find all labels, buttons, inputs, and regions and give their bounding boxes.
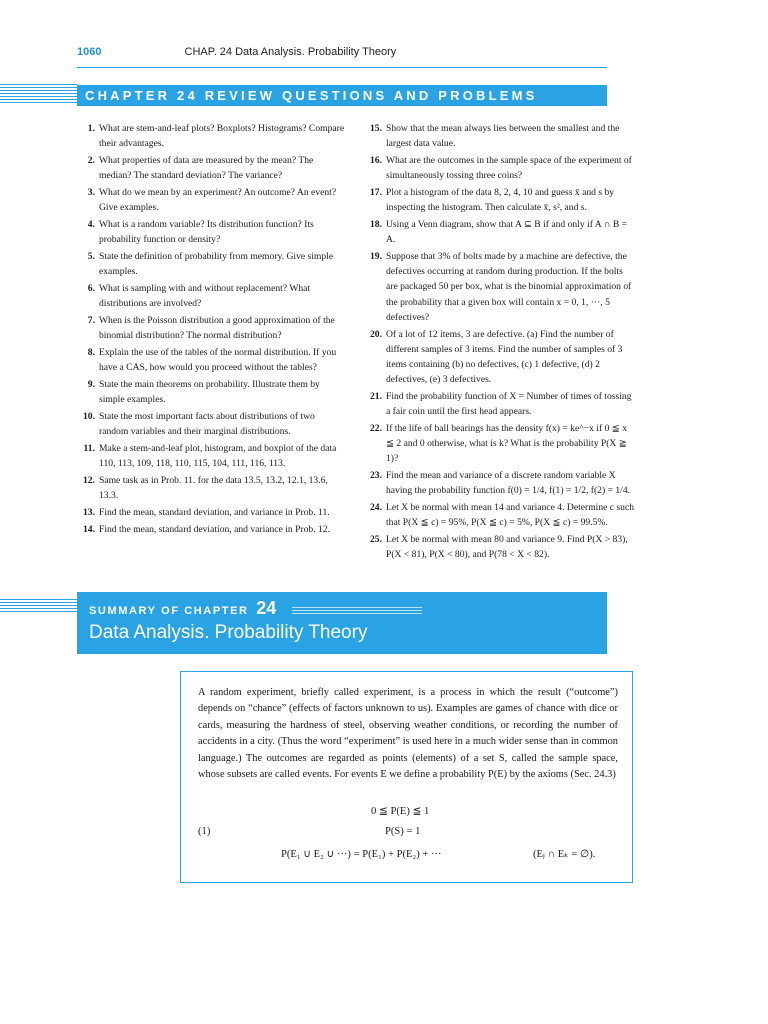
question-item xyxy=(77,409,345,439)
question-item xyxy=(364,249,636,325)
question-number: 23. xyxy=(370,470,382,482)
question-number: 10. xyxy=(83,411,95,422)
question-text: What do we mean by an experiment? An outcome? An event? Give examples. xyxy=(99,187,337,214)
question-text: What properties of data are measured by the mean? The median? The standard deviation? The variance? xyxy=(99,155,314,182)
equation-axiom-3-condition: (Eⱼ ∩ Eₖ = ∅). xyxy=(533,849,596,860)
question-text: Find the mean and variance of a discrete random variable X having the probability function f(0) = 1/4, f(1) = 1/2, f(2) = 1/4. xyxy=(386,470,631,497)
question-number: 2. xyxy=(87,155,95,166)
question-item xyxy=(364,500,636,530)
summary-decoration-lines xyxy=(0,599,77,614)
question-text: Using a Venn diagram, show that A ⊆ B if and only if A ∩ B = A. xyxy=(386,219,628,246)
question-item xyxy=(364,389,636,419)
question-item xyxy=(364,468,636,498)
question-number: 18. xyxy=(370,219,382,230)
question-item xyxy=(77,281,345,311)
summary-lines xyxy=(292,607,422,616)
question-text: Find the mean, standard deviation, and variance in Prob. 11. xyxy=(99,507,330,518)
question-text: Let X be normal with mean 14 and variance 4. Determine c such that P(X ≦ c) = 95%, P(X ≦ c) = 5%, P(X ≦ c) = 99.5%. xyxy=(386,502,635,529)
question-item xyxy=(77,377,345,407)
question-text: Explain the use of the tables of the normal distribution. If you have a CAS, how would you proceed without the tables? xyxy=(99,347,337,374)
question-item xyxy=(77,473,345,503)
question-number: 7. xyxy=(87,315,95,326)
questions-right-column xyxy=(364,121,636,564)
questions-left-column xyxy=(77,121,345,539)
page-number: 1060 xyxy=(77,46,102,58)
question-item xyxy=(77,185,345,215)
question-text: Find the probability function of X = Number of times of tossing a fair coin until the first head appears. xyxy=(386,391,632,418)
running-title: CHAP. 24 Data Analysis. Probability Theory xyxy=(184,46,397,58)
question-number: 22. xyxy=(370,423,382,435)
question-text: State the most important facts about distributions of two random variables and their marginal distributions. xyxy=(99,411,315,438)
question-number: 13. xyxy=(83,507,95,518)
question-number: 3. xyxy=(87,187,95,198)
question-number: 4. xyxy=(87,219,95,230)
question-text: State the definition of probability from memory. Give simple examples. xyxy=(99,251,334,278)
summary-kicker-text: SUMMARY OF CHAPTER xyxy=(89,605,249,617)
question-item xyxy=(77,505,345,520)
question-text: State the main theorems on probability. Illustrate them by simple examples. xyxy=(99,379,320,406)
question-number: 12. xyxy=(83,475,95,486)
question-number: 21. xyxy=(370,391,382,403)
question-number: 5. xyxy=(87,251,95,262)
question-text: Suppose that 3% of bolts made by a machine are defective, the defectives occurring at random during production. If the bolts are packaged 50 per box, what is the binomial approximation of the probability that a given box will contain x = 0, 1, ···, 5 defectives? xyxy=(386,251,632,323)
question-item xyxy=(77,153,345,183)
question-text: Find the mean, standard deviation, and variance in Prob. 12. xyxy=(99,523,330,535)
question-item xyxy=(77,217,345,247)
question-number: 16. xyxy=(370,155,382,166)
question-text: Make a stem-and-leaf plot, histogram, and boxplot of the data 110, 113, 109, 118, 110, 115, 104, 111, 116, 113. xyxy=(99,443,337,470)
equation-axiom-2: P(S) = 1 xyxy=(385,826,421,837)
question-item xyxy=(364,185,636,215)
question-number: 25. xyxy=(370,534,382,546)
question-item xyxy=(364,532,636,562)
question-text: What is a random variable? Its distribution function? Its probability function or density? xyxy=(99,219,314,246)
banner-decoration-lines xyxy=(0,84,77,105)
question-text: Let X be normal with mean 80 and variance 9. Find P(X > 83), P(X < 81), P(X < 80), and P(78 < X < 82). xyxy=(386,534,628,561)
chapter-review-banner: CHAPTER 24 REVIEW QUESTIONS AND PROBLEMS xyxy=(77,85,607,106)
question-text: What are the outcomes in the sample space of the experiment of simultaneously tossing three coins? xyxy=(386,155,632,182)
question-text: What is sampling with and without replacement? What distributions are involved? xyxy=(99,283,311,310)
question-item xyxy=(77,441,345,471)
question-number: 11. xyxy=(83,443,95,454)
question-number: 14. xyxy=(83,523,95,535)
question-number: 24. xyxy=(370,502,382,514)
question-text: Of a lot of 12 items, 3 are defective. (a) Find the number of different samples of 3 items. Find the number of samples of 3 items containing (b) no defectives, (c) 1 defective, (d) 2 defectives, (e) 3 defectives. xyxy=(386,328,623,386)
question-number: 20. xyxy=(370,328,382,340)
question-item xyxy=(77,249,345,279)
question-text: Same task as in Prob. 11. for the data 13.5, 13.2, 12.1, 13.6, 13.3. xyxy=(99,475,328,502)
summary-band xyxy=(77,592,607,654)
question-number: 6. xyxy=(87,283,95,294)
question-number: 17. xyxy=(370,187,382,198)
question-item xyxy=(364,121,636,151)
question-item xyxy=(77,313,345,343)
summary-title: Data Analysis. Probability Theory xyxy=(89,622,368,643)
equation-label: (1) xyxy=(198,826,211,837)
question-item xyxy=(77,345,345,375)
question-number: 9. xyxy=(87,379,95,390)
question-item xyxy=(77,522,345,537)
question-item xyxy=(77,121,345,151)
question-text: If the life of ball bearings has the density f(x) = ke^−x if 0 ≦ x ≦ 2 and 0 otherwise, what is k? What is the probability P(X ≧ 1)? xyxy=(386,423,628,465)
equation-axiom-1: 0 ≦ P(E) ≦ 1 xyxy=(371,806,430,817)
question-number: 19. xyxy=(370,251,382,262)
equation-axiom-3: P(E₁ ∪ E₂ ∪ ···) = P(E₁) + P(E₂) + ··· xyxy=(281,849,442,860)
question-number: 1. xyxy=(87,123,95,134)
summary-paragraph: A random experiment, briefly called experiment, is a process in which the result (“outcome”) depends on “chance” (effects of factors unknown to us). Examples are games of chance with dice or cards, measuring the hardness of steel, observing weather conditions, or recording the number of accidents in a city. (Thus the word “experiment” is used here in a much wider sense than in common language.) The outcomes are regarded as points (elements) of a set S, called the sample space, whose subsets are called events. For events E we define a probability P(E) by the axioms (Sec. 24.3) xyxy=(198,687,618,781)
question-text: Show that the mean always lies between the smallest and the largest data value. xyxy=(386,123,620,150)
summary-kicker xyxy=(89,598,276,619)
summary-box xyxy=(180,671,633,883)
question-number: 8. xyxy=(87,347,95,358)
question-item xyxy=(364,421,636,467)
header-rule xyxy=(77,67,607,68)
question-item xyxy=(364,327,636,388)
question-text: Plot a histogram of the data 8, 2, 4, 10 and guess x̄ and s by inspecting the histogram. Then calculate x̄, s², and s. xyxy=(386,187,615,214)
running-head xyxy=(77,46,396,58)
question-number: 15. xyxy=(370,123,382,134)
question-item xyxy=(364,153,636,183)
summary-chapter-number: 24 xyxy=(256,598,277,618)
question-text: What are stem-and-leaf plots? Boxplots? Histograms? Compare their advantages. xyxy=(99,123,345,150)
question-text: When is the Poisson distribution a good approximation of the binomial distribution? The normal distribution? xyxy=(99,315,335,342)
question-item xyxy=(364,217,636,247)
